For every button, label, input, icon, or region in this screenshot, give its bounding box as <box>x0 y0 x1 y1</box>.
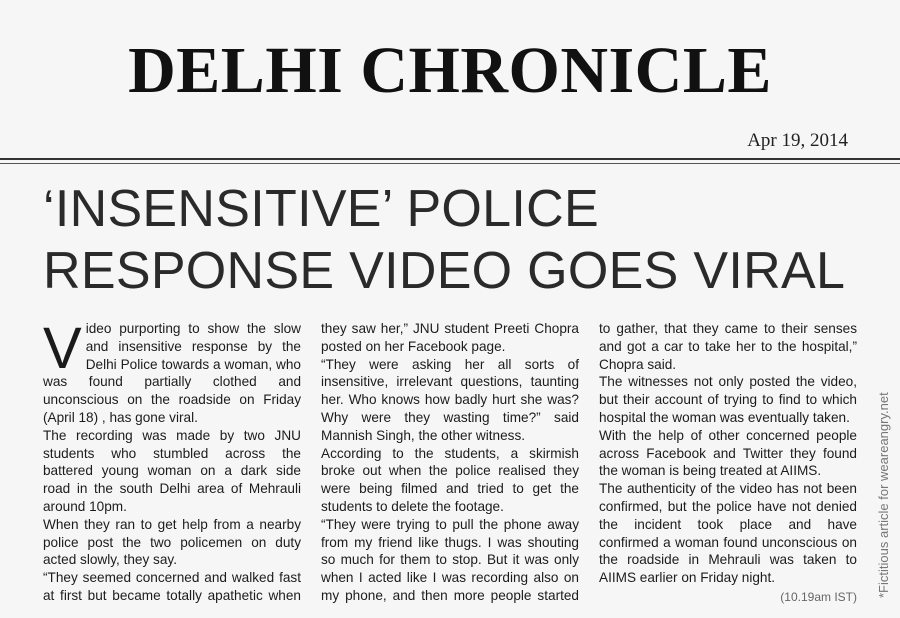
article-paragraph: “They were trying to pull the phone away from my friend like thugs. I was shouting so much for them to stop. But it was only when I acted like I was recording also on my phone, and then more people started to gather, that they came to their senses and got a car to take her to the hospital,” Chopra said. <box>321 321 857 603</box>
paragraph-text: ideo purporting to show the slow and insensitive response by the Delhi Police towards a woman, who was found partially clothed and unconscious on the roadside on Friday (April 18) , has gone viral. <box>43 321 301 425</box>
masthead-rule-thin <box>0 163 900 164</box>
article-paragraph: The witnesses not only posted the video, but their account of trying to find to which hospital the woman was eventually taken. <box>599 374 857 425</box>
article-paragraph: “They seemed concerned and walked fast at first but became totally apathetic when they saw her,” JNU student Preeti Chopra posted on her Facebook page. <box>43 321 579 603</box>
article-paragraph: When they ran to get help from a nearby police post the two policemen on duty acted slowly, they say. <box>43 516 301 568</box>
issue-date: Apr 19, 2014 <box>747 130 848 151</box>
article-body <box>43 316 857 605</box>
article-paragraph <box>43 316 301 427</box>
article-headline: ‘INSENSITIVE’ POLICE RESPONSE VIDEO GOES VIRAL <box>43 180 846 300</box>
masthead-title: DELHI CHRONICLE <box>128 34 772 107</box>
article-paragraph: The authenticity of the video has not been confirmed, but the police have not denied the incident took place and have confirmed a woman found unconscious on the roadside in Mehrauli was taken to AIIMS earlier on Friday night. <box>599 481 857 586</box>
article-paragraph: “They were asking her all sorts of insensitive, irrelevant questions, taunting her. Who knows how badly hurt she was? Why were they wasting time?” said Mannish Singh, the other witness. <box>321 356 579 443</box>
fictitious-note: *Fictitious article for weareangry.net <box>876 392 891 598</box>
article-paragraph: With the help of other concerned people across Facebook and Twitter they found the woman is being treated at AIIMS. <box>599 427 857 479</box>
article-paragraph: According to the students, a skirmish broke out when the police realised they were being filmed and tried to get the students to delete the footage. <box>321 445 579 514</box>
drop-cap: V <box>43 316 82 381</box>
article-timestamp: (10.19am IST) <box>780 590 857 604</box>
masthead-rule <box>0 158 900 160</box>
article-paragraph: The recording was made by two JNU students who stumbled across the battered young woman on a dark side road in the south Delhi area of Mehrauli around 10pm. <box>43 427 301 514</box>
